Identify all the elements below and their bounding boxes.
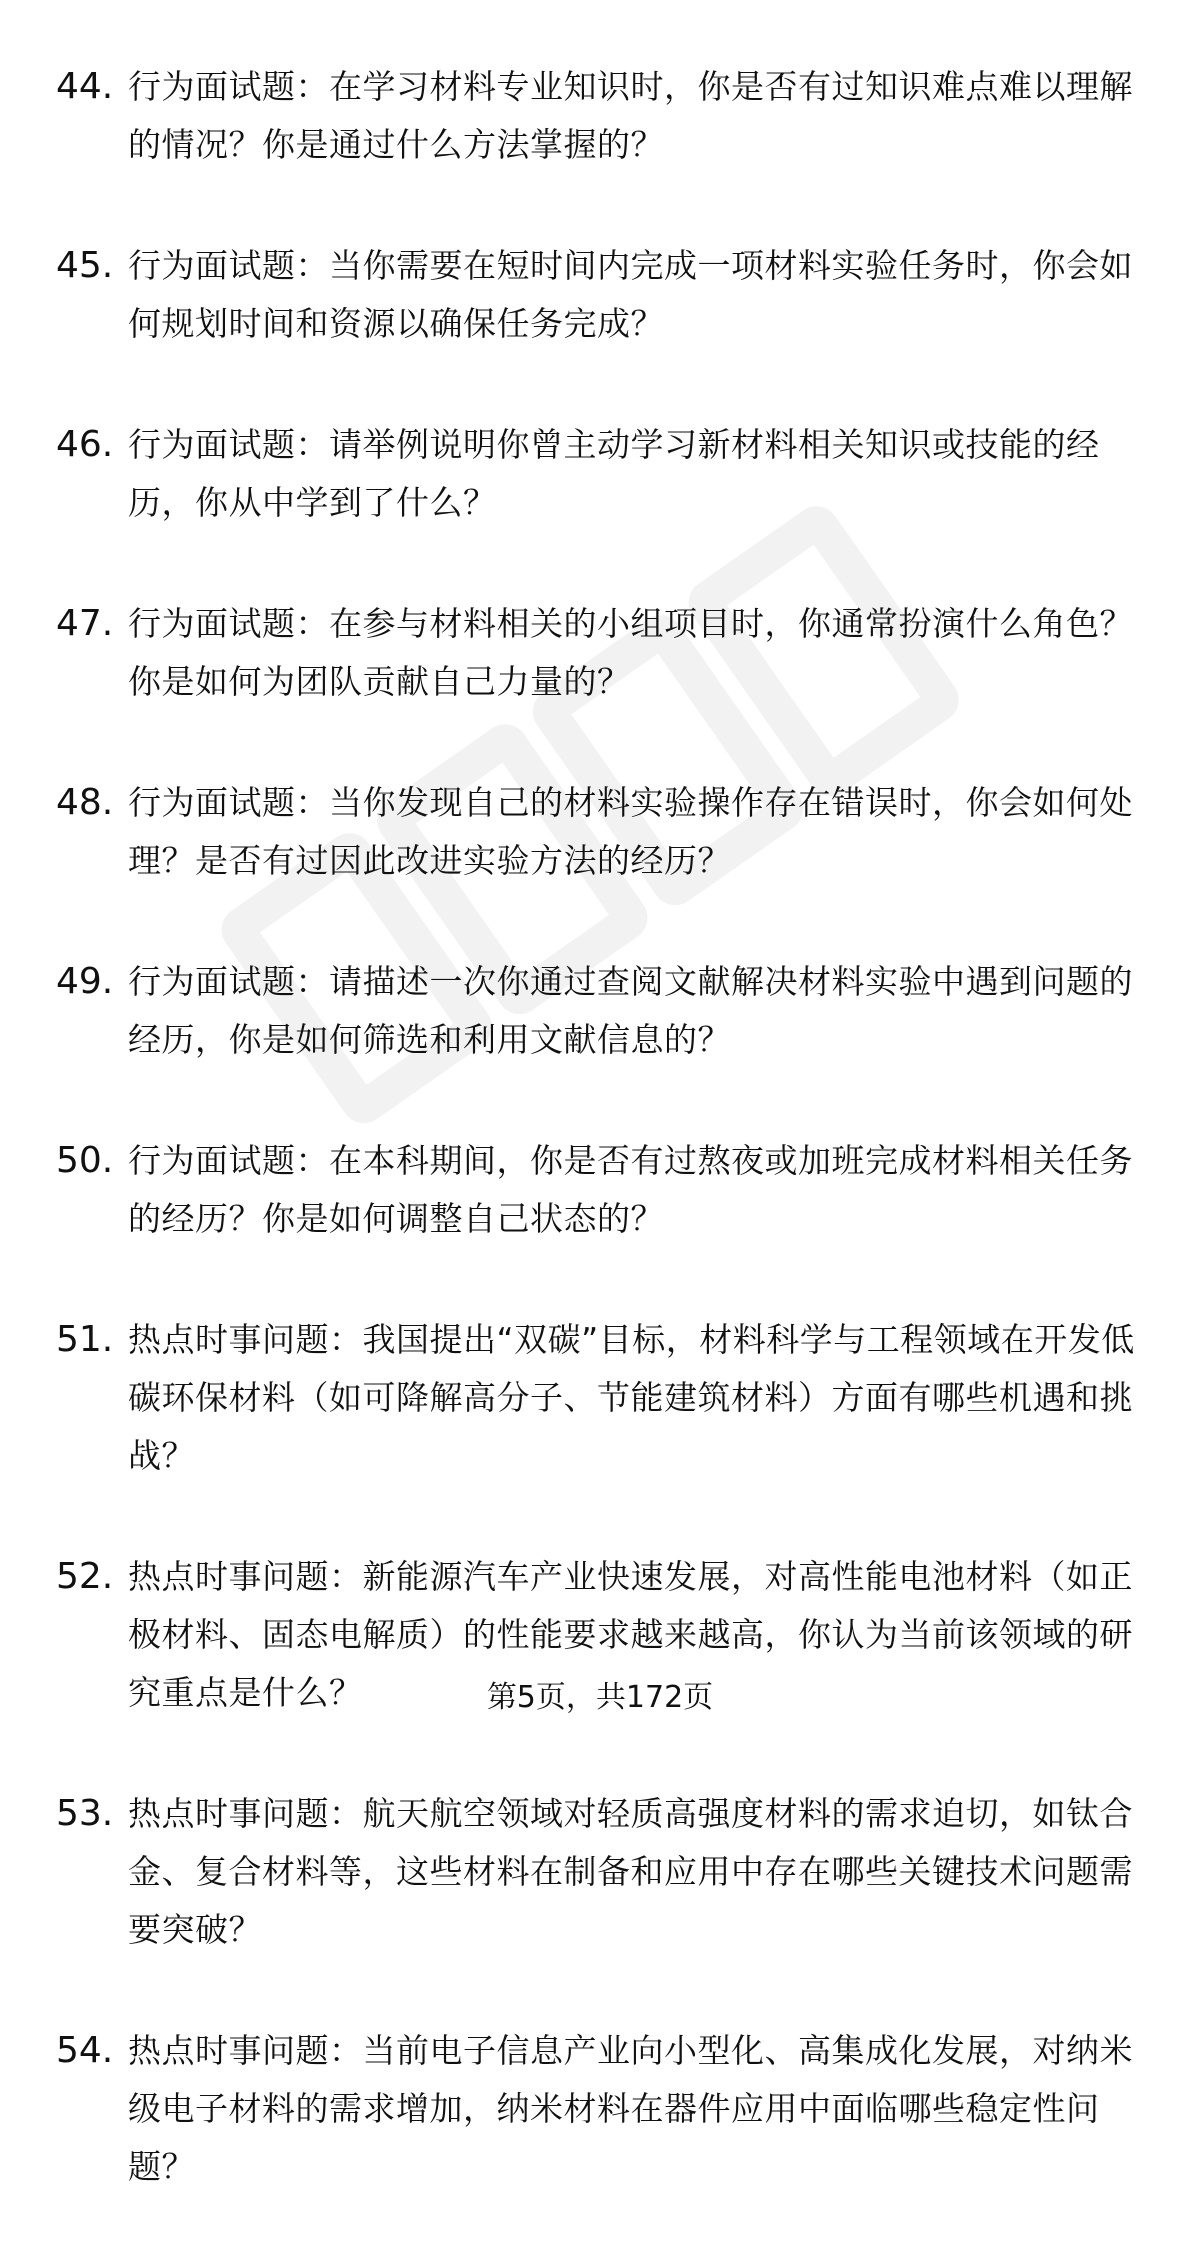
question-number: 46.: [56, 424, 114, 465]
question-number: 52.: [56, 1556, 114, 1597]
question-number: 48.: [56, 782, 114, 823]
question-text: 热点时事问题：航天航空领域对轻质高强度材料的需求迫切，如钛合金、复合材料等，这些材料在制备和应用中存在哪些关键技术问题需要突破？: [128, 1794, 1133, 1949]
question-item: [0, 1311, 1200, 1485]
question-number: 54.: [56, 2030, 114, 2071]
question-item: [0, 2022, 1200, 2196]
question-item: [0, 1132, 1200, 1248]
question-item: [0, 416, 1200, 532]
question-text: 行为面试题：当你发现自己的材料实验操作存在错误时，你会如何处理？是否有过因此改进实验方法的经历？: [128, 783, 1133, 880]
question-item: [0, 953, 1200, 1069]
question-number: 47.: [56, 603, 114, 644]
question-number: 50.: [56, 1140, 114, 1181]
question-text: 行为面试题：在本科期间，你是否有过熬夜或加班完成材料相关任务的经历？你是如何调整自己状态的？: [128, 1141, 1133, 1238]
question-number: 49.: [56, 961, 114, 1002]
page-footer: 第5页，共172页: [486, 1680, 714, 1715]
question-text: 行为面试题：当你需要在短时间内完成一项材料实验任务时，你会如何规划时间和资源以确保任务完成？: [128, 246, 1133, 343]
question-item: [0, 237, 1200, 353]
question-text: 热点时事问题：新能源汽车产业快速发展，对高性能电池材料（如正极材料、固态电解质）的性能要求越来越高，你认为当前该领域的研究重点是什么？: [128, 1557, 1133, 1712]
question-item: [0, 1785, 1200, 1959]
question-item: [0, 774, 1200, 890]
question-text: 行为面试题：请举例说明你曾主动学习新材料相关知识或技能的经历，你从中学到了什么？: [128, 425, 1100, 522]
question-number: 51.: [56, 1319, 114, 1360]
question-item: [0, 595, 1200, 711]
question-number: 45.: [56, 245, 114, 286]
question-item: [0, 58, 1200, 174]
question-text: 行为面试题：在学习材料专业知识时，你是否有过知识难点难以理解的情况？你是通过什么方法掌握的？: [128, 67, 1133, 164]
question-text: 热点时事问题：当前电子信息产业向小型化、高集成化发展，对纳米级电子材料的需求增加，纳米材料在器件应用中面临哪些稳定性问题？: [128, 2031, 1133, 2186]
question-number: 44.: [56, 66, 114, 107]
question-number: 53.: [56, 1793, 114, 1834]
question-text: 行为面试题：在参与材料相关的小组项目时，你通常扮演什么角色？你是如何为团队贡献自己力量的？: [128, 604, 1133, 701]
question-list: [0, 58, 1200, 2259]
question-text: 行为面试题：请描述一次你通过查阅文献解决材料实验中遇到问题的经历，你是如何筛选和利用文献信息的？: [128, 962, 1133, 1059]
question-text: 热点时事问题：我国提出“双碳”目标，材料科学与工程领域在开发低碳环保材料（如可降解高分子、节能建筑材料）方面有哪些机遇和挑战？: [128, 1320, 1135, 1475]
